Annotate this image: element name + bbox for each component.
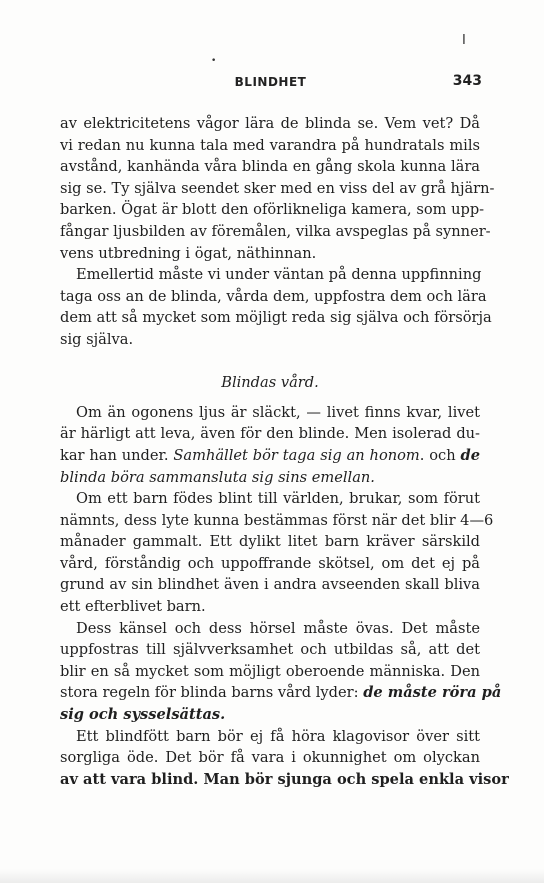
text-line: Dess känsel och dess hörsel måste övas. Det måste: [76, 619, 480, 637]
text-line: sorgliga öde. Det bör få vara i okunnighet om olyckan: [60, 749, 480, 767]
body-text: [60, 113, 509, 790]
running-head: BLINDHET: [234, 75, 307, 89]
text-run: stora regeln för blinda barns vård lyder:: [60, 684, 359, 702]
text-run: Man bör sjunga och spela enkla visor: [203, 770, 509, 788]
text-run: . och: [419, 446, 456, 464]
text-line: grund av sin blindhet även i andra avseenden skall bliva: [60, 576, 480, 594]
spacer: [60, 351, 480, 373]
emphasis-text: de: [460, 446, 481, 464]
text-line: sig se. Ty själva seendet sker med en viss del av grå hjärn-: [60, 179, 495, 197]
text-line: [60, 445, 480, 467]
emphasis-text: de måste röra på: [363, 684, 502, 702]
text-line: är härligt att leva, även för den blinde. Men isolerad du-: [60, 425, 480, 443]
text-line: [60, 769, 509, 791]
text-line: taga oss an de blinda, vårda dem, uppfostra dem och lära: [60, 287, 487, 305]
text-line: blir en så mycket som möjligt oberoende människa. Den: [60, 662, 480, 680]
text-line: nämnts, dess lyte kunna bestämmas först när det blir 4—6: [60, 511, 494, 529]
text-line: vens utbredning i ögat, näthinnan.: [60, 244, 317, 262]
text-line: Om ett barn födes blint till världen, brukar, som förut: [76, 490, 480, 508]
text-line: barken. Ögat är blott den oförlikneliga kamera, som upp-: [60, 201, 485, 219]
page-header: [59, 73, 482, 95]
text-line: ett efterblivet barn.: [60, 598, 206, 616]
text-line: Om än ogonens ljus är släckt, — livet finns kvar, livet: [76, 403, 480, 421]
text-line: dem att så mycket som möjligt reda sig själva och försörja: [60, 309, 492, 327]
text-run: av att vara blind.: [60, 770, 199, 788]
page-edge: [0, 869, 544, 883]
text-line: av elektricitetens vågor lära de blinda se. Vem vet? Då: [60, 115, 480, 132]
emphasis-text: Samhället bör taga sig an honom: [173, 446, 420, 464]
spacer: [60, 394, 480, 402]
text-line: månader gammalt. Ett dylikt litet barn kräver särskild: [60, 533, 480, 551]
text-line: fångar ljusbilden av föremålen, vilka avspeglas på synner-: [60, 222, 491, 240]
section-heading: Blindas vård.: [221, 374, 319, 392]
page-number: 343: [452, 73, 482, 89]
text-run: kar han under.: [60, 446, 169, 464]
print-dot: •: [211, 56, 217, 66]
text-line: vi redan nu kunna tala med varandra på hundratals mils: [60, 136, 480, 154]
text-line: Ett blindfött barn bör ej få höra klagovisor över sitt: [76, 727, 480, 745]
text-line: sig själva.: [60, 330, 134, 348]
text-line: uppfostras till självverksamhet och utbildas så, att det: [60, 641, 480, 659]
emphasis-line: blinda böra sammansluta sig sins emellan.: [60, 468, 375, 486]
text-line: avstånd, kanhända våra blinda en gång skola kunna lära: [60, 158, 480, 176]
text-line: vård, förståndig och uppoffrande skötsel, om det ej på: [60, 554, 480, 572]
print-mark: I: [462, 33, 466, 48]
text-line: [60, 682, 502, 704]
text-line: Emellertid måste vi under väntan på denna uppfinning: [76, 266, 482, 284]
emphasis-line: sig och sysselsättas.: [60, 706, 226, 724]
